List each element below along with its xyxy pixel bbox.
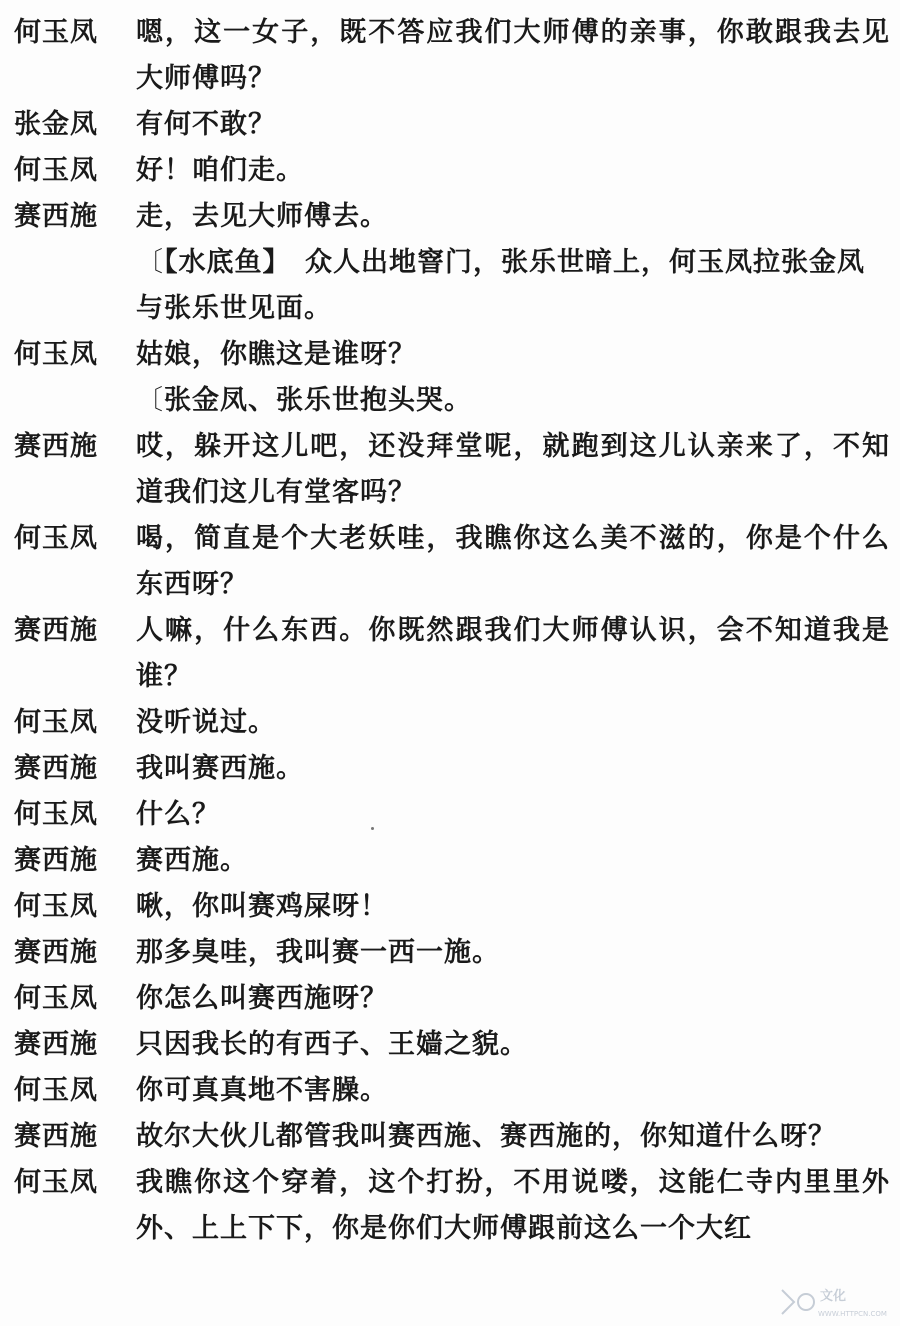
speaker-name: 何玉凤 (14, 1167, 98, 1198)
svg-text:文化: 文化 (820, 1289, 847, 1304)
dialogue-entry (14, 424, 890, 516)
dialogue-entry (14, 746, 890, 792)
dialogue-line: 嗯，这一女子，既不答应我们大师傅的亲事，你敢跟我去见大师傅吗？ (136, 17, 890, 94)
dialogue-line: 人嘛，什么东西。你既然跟我们大师傅认识，会不知道我是谁？ (136, 615, 890, 692)
dialogue-line: 哎，躲开这儿吧，还没拜堂呢，就跑到这儿认亲来了，不知道我们这儿有堂客吗？ (136, 431, 890, 508)
dialogue-entry (14, 194, 890, 240)
dialogue-line: 故尔大伙儿都管我叫赛西施、赛西施的，你知道什么呀？ (136, 1121, 836, 1152)
speaker-name: 赛西施 (14, 753, 98, 784)
speaker-name: 赛西施 (14, 1121, 98, 1152)
dialogue-line: 只因我长的有西子、王嫱之貌。 (136, 1029, 528, 1060)
dialogue-entry (14, 608, 890, 700)
speaker-name: 何玉凤 (14, 983, 98, 1014)
dialogue-line: 没听说过。 (136, 707, 276, 738)
speaker-name: 何玉凤 (14, 17, 98, 48)
speaker-name: 赛西施 (14, 937, 98, 968)
play-script (14, 10, 890, 1252)
speaker-name: 赛西施 (14, 615, 98, 646)
dialogue-entry (14, 10, 890, 102)
tune-name: 【水底鱼】 (164, 247, 277, 278)
dialogue-entry (14, 930, 890, 976)
speaker-name: 张金凤 (14, 109, 98, 140)
watermark-text: WWW.HTTPCN.COM (818, 1310, 887, 1318)
dialogue-line: 喝，简直是个大老妖哇，我瞧你这么美不滋的，你是个什么东西呀？ (136, 523, 890, 600)
stage-direction-text: 众人出地窨门，张乐世暗上，何玉凤拉张金凤与张乐世见面。 (136, 247, 865, 324)
dialogue-entry (14, 700, 890, 746)
stage-direction (14, 240, 890, 332)
site-watermark-logo (772, 1282, 892, 1322)
dialogue-line: 什么？ (136, 799, 220, 830)
stage-direction (14, 378, 890, 424)
stage-direction-text: 张金凤、张乐世抱头哭。 (164, 385, 472, 416)
dialogue-entry (14, 102, 890, 148)
speaker-name: 何玉凤 (14, 155, 98, 186)
dialogue-line: 姑娘，你瞧这是谁呀？ (136, 339, 416, 370)
dialogue-entry (14, 148, 890, 194)
dialogue-entry (14, 976, 890, 1022)
speaker-name: 何玉凤 (14, 523, 98, 554)
dialogue-entry (14, 884, 890, 930)
dialogue-entry (14, 1160, 890, 1252)
dialogue-line: 有何不敢？ (136, 109, 276, 140)
stage-bracket: 〔 (136, 247, 164, 278)
ink-speck (371, 827, 374, 830)
speaker-name: 何玉凤 (14, 707, 98, 738)
dialogue-line: 我叫赛西施。 (136, 753, 304, 784)
dialogue-line: 赛西施。 (136, 845, 248, 876)
dialogue-line: 好！咱们走。 (136, 155, 304, 186)
dialogue-entry (14, 1114, 890, 1160)
speaker-name: 赛西施 (14, 845, 98, 876)
dialogue-line: 啾，你叫赛鸡屎呀！ (136, 891, 388, 922)
speaker-name: 何玉凤 (14, 891, 98, 922)
dialogue-line: 我瞧你这个穿着，这个打扮，不用说喽，这能仁寺内里里外外、上上下下，你是你们大师傅跟前这么一个大红 (136, 1167, 890, 1244)
speaker-name: 何玉凤 (14, 799, 98, 830)
dialogue-entry (14, 1068, 890, 1114)
stage-bracket: 〔 (136, 385, 164, 416)
speaker-name: 赛西施 (14, 431, 98, 462)
dialogue-entry (14, 332, 890, 378)
speaker-name: 赛西施 (14, 201, 98, 232)
dialogue-line: 走，去见大师傅去。 (136, 201, 388, 232)
dialogue-entry (14, 792, 890, 838)
speaker-name: 何玉凤 (14, 1075, 98, 1106)
dialogue-entry (14, 516, 890, 608)
speaker-name: 赛西施 (14, 1029, 98, 1060)
dialogue-entry (14, 838, 890, 884)
dialogue-entry (14, 1022, 890, 1068)
speaker-name: 何玉凤 (14, 339, 98, 370)
dialogue-line: 那多臭哇，我叫赛一西一施。 (136, 937, 500, 968)
dialogue-line: 你怎么叫赛西施呀？ (136, 983, 388, 1014)
dialogue-line: 你可真真地不害臊。 (136, 1075, 388, 1106)
